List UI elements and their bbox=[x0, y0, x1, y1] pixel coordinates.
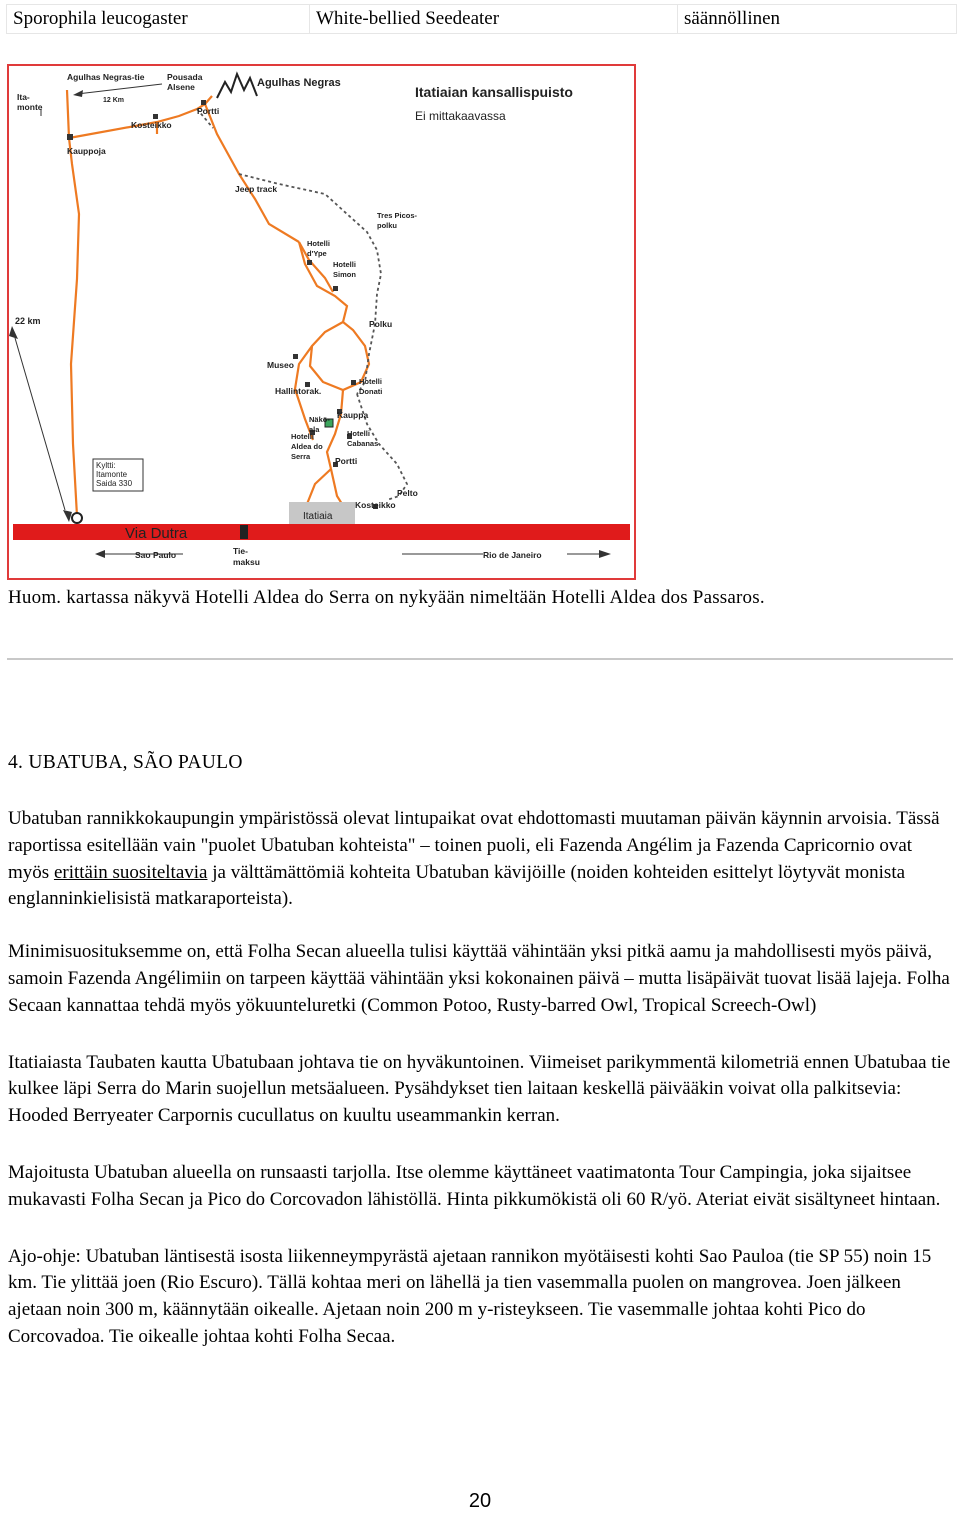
svg-text:22 km: 22 km bbox=[15, 316, 41, 326]
via-dutra-highway bbox=[13, 524, 630, 540]
section-heading: 4. UBATUBA, SÃO PAULO bbox=[8, 752, 243, 773]
svg-text:Aldea do: Aldea do bbox=[291, 442, 323, 451]
svg-text:Kosteikko: Kosteikko bbox=[131, 120, 172, 130]
svg-text:Hallintorak.: Hallintorak. bbox=[275, 386, 322, 396]
svg-text:Museo: Museo bbox=[267, 360, 294, 370]
label-agulhas-negras-road: Agulhas Negras-tie bbox=[67, 72, 145, 82]
species-table bbox=[6, 4, 957, 34]
svg-text:monte: monte bbox=[17, 102, 43, 112]
paragraph-1: Ubatuban rannikkokaupungin ympäristössä olevat lintupaikat ovat ehdottomasti muutaman päivän käynnin arvoisia. Tässä raportissa esitellään vain "puolet Ubatuban kohteista" – toinen puoli, eli Fazenda Angélim ja Fazenda Capricornio ovat myös erittäin suositeltavia ja välttämättömiä kohteita Ubatuban kävijöille (noiden kohteiden esittelyt löytyvät monista englanninkielisistä matkaraporteista). bbox=[8, 808, 940, 910]
section-divider bbox=[7, 658, 953, 660]
svg-text:Hotelli: Hotelli bbox=[347, 429, 370, 438]
svg-text:Sao Paulo: Sao Paulo bbox=[135, 550, 177, 560]
svg-text:maksu: maksu bbox=[233, 557, 260, 567]
map-title: Itatiaian kansallispuisto bbox=[415, 84, 573, 100]
label-via-dutra: Via Dutra bbox=[125, 525, 188, 542]
svg-text:Polku: Polku bbox=[369, 319, 393, 329]
svg-text:Pousada: Pousada bbox=[167, 72, 203, 82]
species-status: säännöllinen bbox=[678, 5, 957, 34]
paragraph-5: Ajo-ohje: Ubatuban läntisestä isosta liikenneympyrästä ajetaan rannikon myötäisesti kohti Sao Pauloa (tie SP 55) noin 15 km. Tie ylittää joen (Rio Escuro). Tällä kohtaa meri on lähellä ja tien vasemmalla puolen on mangrovea. Joen jälkeen ajetaan noin 300 m, käännytään oikealle. Ajetaan noin 200 m y-risteykseen. Tie vasemmalle johtaa kohti Pico do Corcovadoa. Tie oikealle johtaa kohti Folha Secaa. bbox=[8, 1245, 932, 1347]
svg-text:Saida 330: Saida 330 bbox=[96, 479, 133, 488]
svg-text:Tie-: Tie- bbox=[233, 546, 248, 556]
park-map-svg bbox=[7, 64, 636, 580]
svg-text:d'Ype: d'Ype bbox=[307, 249, 327, 258]
paragraph-4: Majoitusta Ubatuban alueella on runsaasti tarjolla. Itse olemme käyttäneet vaatimatonta Tour Campingia, joka sijaitsee mukavasti Folha Secan ja Pico do Corcovadon lähistöllä. Hinta pikkumökistä oli 60 R/yö. Ateriat eivät sisältyneet hintaan. bbox=[8, 1161, 941, 1210]
recommended-link[interactable]: erittäin suositeltavia bbox=[53, 861, 208, 883]
svg-text:Donati: Donati bbox=[359, 387, 383, 396]
svg-text:Pelto: Pelto bbox=[397, 488, 418, 498]
svg-text:Alsene: Alsene bbox=[167, 82, 195, 92]
section-body bbox=[8, 806, 953, 1351]
svg-text:Jeep track: Jeep track bbox=[235, 184, 278, 194]
paragraph-3: Itatiaiasta Taubaten kautta Ubatubaan johtava tie on hyväkuntoinen. Viimeiset parikymmentä kilometriä ennen Ubatubaa tie kulkee läpi Serra do Marin suojellun metsäalueen. Pysähdykset tien laitaan keskellä päivääkin voivat olla palkitsevia: Hooded Berryeater Carpornis cucullatus on kuultu useammankin kerran. bbox=[8, 1051, 951, 1127]
svg-text:Kauppa: Kauppa bbox=[337, 410, 369, 420]
svg-text:Itamonte: Itamonte bbox=[96, 470, 128, 479]
svg-text:Simon: Simon bbox=[333, 270, 356, 279]
toll-marker bbox=[240, 525, 248, 539]
svg-text:Hotelli: Hotelli bbox=[333, 260, 356, 269]
svg-text:Hotelli: Hotelli bbox=[359, 377, 382, 386]
svg-text:Cabanas: Cabanas bbox=[347, 439, 379, 448]
svg-text:Kauppoja: Kauppoja bbox=[67, 146, 106, 156]
svg-text:ala: ala bbox=[309, 425, 320, 434]
svg-text:12 Km: 12 Km bbox=[103, 97, 125, 104]
svg-text:Serra: Serra bbox=[291, 452, 311, 461]
paragraph-2: Minimisuosituksemme on, että Folha Secan alueella tulisi käyttää vähintään yksi pitkä aamu ja mahdollisesti myös päivä, samoin Fazenda Angélimiin on tarpeen käyttää vähintään yksi kokonainen päivä – mutta lisäpäivät tuovat lisää lajeja. Folha Secaan kannattaa tehdä myös yökuunteluretki (Common Potoo, Rusty-barred Owl, Tropical Screech-Owl) bbox=[8, 941, 950, 1016]
label-agulhas-negras: Agulhas Negras bbox=[257, 77, 341, 89]
species-common-name: White-bellied Seedeater bbox=[310, 5, 678, 34]
map-note: Huom. kartassa näkyvä Hotelli Aldea do Serra on nykyään nimeltään Hotelli Aldea dos Passaros. bbox=[8, 587, 765, 608]
svg-text:Portti: Portti bbox=[335, 456, 358, 466]
page-number: 20 bbox=[468, 1490, 492, 1512]
species-row bbox=[7, 5, 957, 34]
svg-text:Ita-: Ita- bbox=[17, 92, 30, 102]
svg-text:Tres Picos-: Tres Picos- bbox=[377, 211, 418, 220]
svg-text:polku: polku bbox=[377, 221, 397, 230]
svg-text:Kyltti:: Kyltti: bbox=[96, 461, 116, 470]
svg-text:Itatiaia: Itatiaia bbox=[303, 511, 333, 522]
svg-text:Portti: Portti bbox=[197, 106, 220, 116]
svg-text:Hotelli: Hotelli bbox=[307, 239, 330, 248]
map-subtitle: Ei mittakaavassa bbox=[415, 109, 506, 123]
sign-icon bbox=[72, 513, 82, 523]
svg-text:Hotelli: Hotelli bbox=[291, 432, 314, 441]
svg-text:Kosteikko: Kosteikko bbox=[355, 500, 396, 510]
species-scientific-name: Sporophila leucogaster bbox=[7, 5, 310, 34]
svg-text:Näkö-: Näkö- bbox=[309, 415, 330, 424]
park-map bbox=[7, 64, 636, 580]
svg-text:Rio de Janeiro: Rio de Janeiro bbox=[483, 550, 542, 560]
map-border bbox=[8, 65, 635, 579]
